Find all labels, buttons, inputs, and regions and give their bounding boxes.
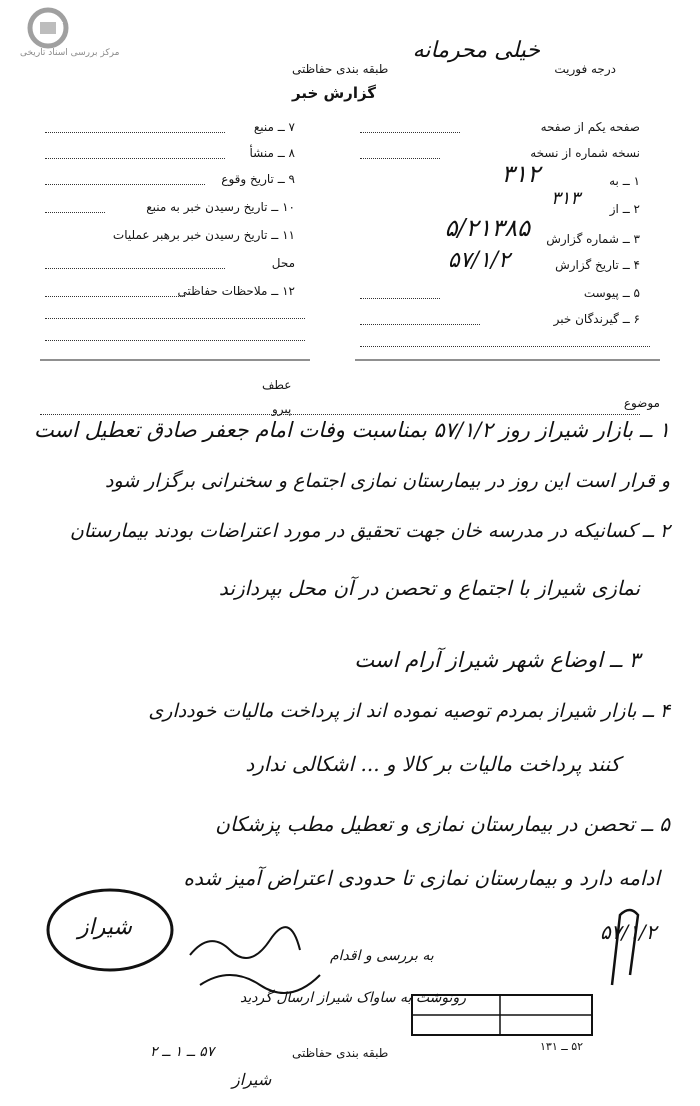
to-label: ۱ ــ به: [609, 174, 640, 188]
field-location: محل: [271, 256, 295, 270]
body-line-9: ادامه دارد و بیمارستان نمازی تا حدودی اعتراض آمیز شده: [183, 866, 660, 890]
field-security-remarks: ۱۲ ــ ملاحظات حفاظتی: [177, 284, 295, 298]
archive-center-label: مرکز بررسی اسناد تاریخی: [20, 48, 120, 58]
field-source-received-date: ۱۰ ــ تاریخ رسیدن خبر به منبع: [146, 200, 295, 214]
followup-label: پیرو: [272, 402, 292, 416]
from-label: ۲ ــ از: [609, 202, 640, 216]
copy-line: نسخه شماره از نسخه: [530, 146, 640, 160]
body-line-1: ۱ ــ بازار شیراز روز ۵۷/۱/۲ بمناسبت وفات امام جعفر صادق تعطیل است: [33, 418, 670, 442]
margin-date: ۵۷/۱/۲: [600, 920, 657, 944]
body-line-2: و قرار است این روز در بیمارستان نمازی اجتماع و سخنرانی برگزار شود: [105, 470, 670, 492]
classification-label: طبقه بندی حفاظتی: [292, 62, 389, 76]
code-left: ۵۷ ــ ۱ ــ ۲: [150, 1044, 215, 1060]
footer-signature: شیراز: [232, 1070, 272, 1089]
field-operation-received-date: ۱۱ ــ تاریخ رسیدن خبر برهبر عملیات: [112, 228, 295, 242]
priority-label: درجه فوریت: [554, 62, 616, 76]
stamp-text: شیراز: [78, 915, 132, 940]
subject-label: موضوع: [623, 396, 660, 410]
body-line-7: کنند پرداخت مالیات بر کالا و ... اشکالی ندارد: [245, 752, 620, 776]
recipients-label: ۶ ــ گیرندگان خبر: [553, 312, 640, 326]
body-line-3: ۲ ــ کسانیکه در مدرسه خان جهت تحقیق در مورد اعتراضات بودند بیمارستان: [69, 520, 670, 542]
field-origin: ۸ ــ منشأ: [249, 146, 295, 160]
code-right: ۵۲ ــ ۱۳۱: [540, 1040, 584, 1053]
note-line-1: به بررسی و اقدام: [330, 948, 434, 964]
body-line-5: ۳ ــ اوضاع شهر شیراز آرام است: [354, 648, 640, 672]
field-source: ۷ ــ منبع: [253, 120, 295, 134]
report-date-value: ۵۷/۱/۲: [447, 248, 510, 273]
to-value: ۳۱۲: [501, 160, 540, 188]
footer-classification: طبقه بندی حفاظتی: [292, 1046, 389, 1060]
body-line-6: ۴ ــ بازار شیراز بمردم توصیه نموده اند از پرداخت مالیات خودداری: [148, 700, 670, 722]
report-number-value: ۵/۲۱۳۸۵: [444, 214, 530, 242]
field-occurrence-date: ۹ ــ تاریخ وقوع: [221, 172, 295, 186]
attachment-label: ۵ ــ پیوست: [583, 286, 640, 300]
report-number-label: ۳ ــ شماره گزارش: [546, 232, 640, 246]
from-value: ۳۱۳: [550, 188, 580, 209]
page-line: صفحه یکم از صفحه: [540, 120, 640, 134]
body-line-8: ۵ ــ تحصن در بیمارستان نمازی و تعطیل مطب پزشکان: [215, 812, 670, 836]
signature-scribble-1: [190, 927, 300, 958]
form-title: گزارش خبر: [292, 84, 377, 102]
classification-value: خیلی محرمانه: [412, 38, 540, 63]
body-line-4: نمازی شیراز با اجتماع و تحصن در آن محل بپردازند: [218, 576, 640, 600]
note-line-2: رونوشت به ساواک شیراز ارسال گردید: [240, 990, 466, 1006]
report-date-label: ۴ ــ تاریخ گزارش: [555, 258, 640, 272]
reference-label: عطف: [262, 378, 292, 392]
archive-logo-icon: [30, 10, 66, 46]
